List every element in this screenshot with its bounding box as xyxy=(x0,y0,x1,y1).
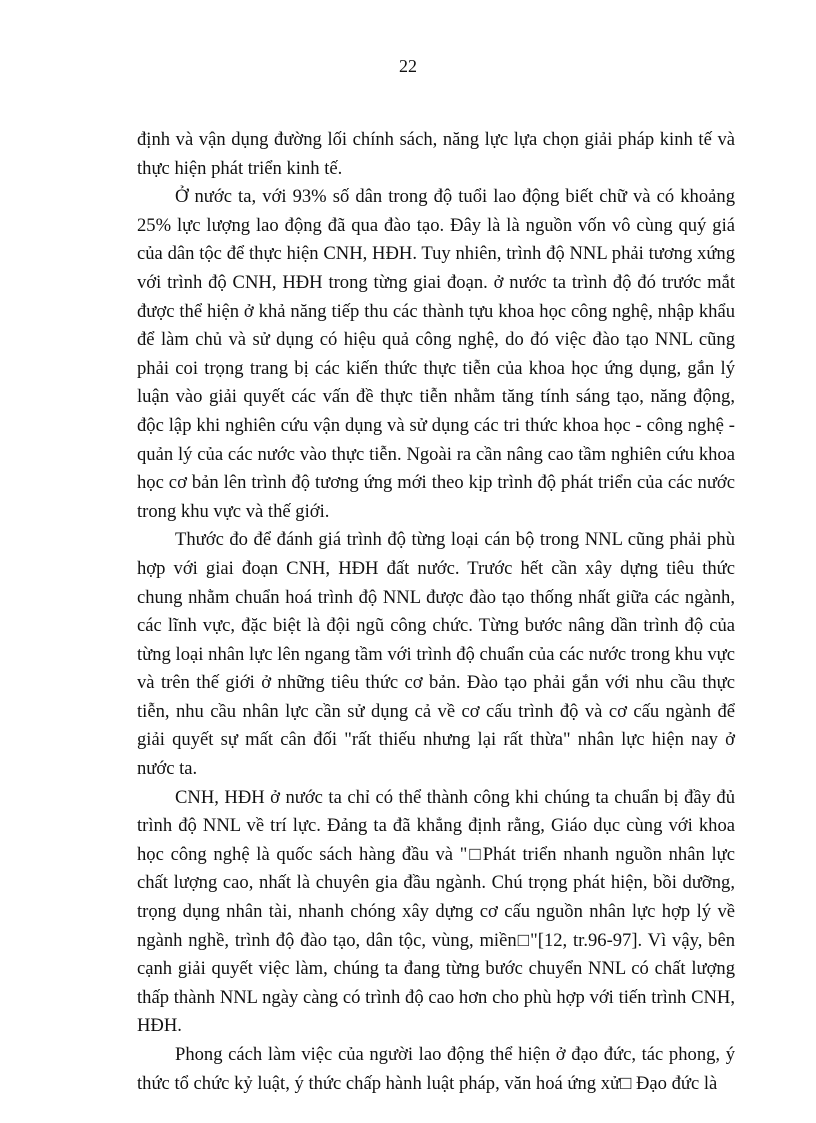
paragraph: Ở nước ta, với 93% số dân trong độ tuổi lao động biết chữ và có khoảng 25% lực lượng lao động đã qua đào tạo. Đây là là nguồn vốn vô cùng quý giá của dân tộc để thực hiện CNH, HĐH. Tuy nhiên, trình độ NNL phải tương xứng với trình độ CNH, HĐH trong từng giai đoạn. ở nước ta trình độ đó trước mắt được thể hiện ở khả năng tiếp thu các thành tựu khoa học công nghệ, nhập khẩu để làm chủ và sử dụng có hiệu quả công nghệ, do đó việc đào tạo NNL cũng phải coi trọng trang bị các kiến thức thực tiễn của khoa học ứng dụng, gắn lý luận vào giải quyết các vấn đề thực tiễn nhằm tăng tính sáng tạo, năng động, độc lập khi nghiên cứu vận dụng và sử dụng các tri thức khoa học - công nghệ - quản lý của các nước vào thực tiễn. Ngoài ra cần nâng cao tầm nghiên cứu khoa học cơ bản lên trình độ tương ứng mới theo kịp trình độ phát triển của các nước trong khu vực và thế giới. xyxy=(137,186,735,522)
page-number: 22 xyxy=(399,56,417,76)
paragraph-continuation: định và vận dụng đường lối chính sách, năng lực lựa chọn giải pháp kinh tế và thực hiện phát triển kinh tế. xyxy=(137,129,735,179)
paragraph: Phong cách làm việc của người lao động thể hiện ở đạo đức, tác phong, ý thức tổ chức kỷ luật, ý thức chấp hành luật pháp, văn hoá ứng xử□ Đạo đức là xyxy=(137,1044,735,1094)
paragraph: CNH, HĐH ở nước ta chỉ có thể thành công khi chúng ta chuẩn bị đầy đủ trình độ NNL về trí lực. Đảng ta đã khẳng định rằng, Giáo dục cùng với khoa học công nghệ là quốc sách hàng đầu và "□Phát triển nhanh nguồn nhân lực chất lượng cao, nhất là chuyên gia đầu ngành. Chú trọng phát hiện, bồi dưỡng, trọng dụng nhân tài, nhanh chóng xây dựng cơ cấu nguồn nhân lực hợp lý về ngành nghề, trình độ đào tạo, dân tộc, vùng, miền□"[12, tr.96-97]. Vì vậy, bên cạnh giải quyết việc làm, chúng ta đang từng bước chuyển NNL có chất lượng thấp thành NNL ngày càng có trình độ cao hơn cho phù hợp với tiến trình CNH, HĐH. xyxy=(137,786,735,1037)
body-text xyxy=(137,126,735,1098)
paragraph: Thước đo để đánh giá trình độ từng loại cán bộ trong NNL cũng phải phù hợp với giai đoạn CNH, HĐH đất nước. Trước hết cần xây dựng tiêu thức chung nhằm chuẩn hoá trình độ NNL được đào tạo thống nhất giữa các ngành, các lĩnh vực, đặc biệt là đội ngũ công chức. Từng bước nâng dần trình độ của từng loại nhân lực lên ngang tầm với trình độ chuẩn của các nước trong khu vực và trên thế giới ở những tiêu thức cơ bản. Đào tạo phải gắn với nhu cầu thực tiễn, nhu cầu nhân lực cần sử dụng cả về cơ cấu trình độ và cơ cấu ngành để giải quyết sự mất cân đối "rất thiếu nhưng lại rất thừa" nhân lực hiện nay ở nước ta. xyxy=(137,529,735,780)
